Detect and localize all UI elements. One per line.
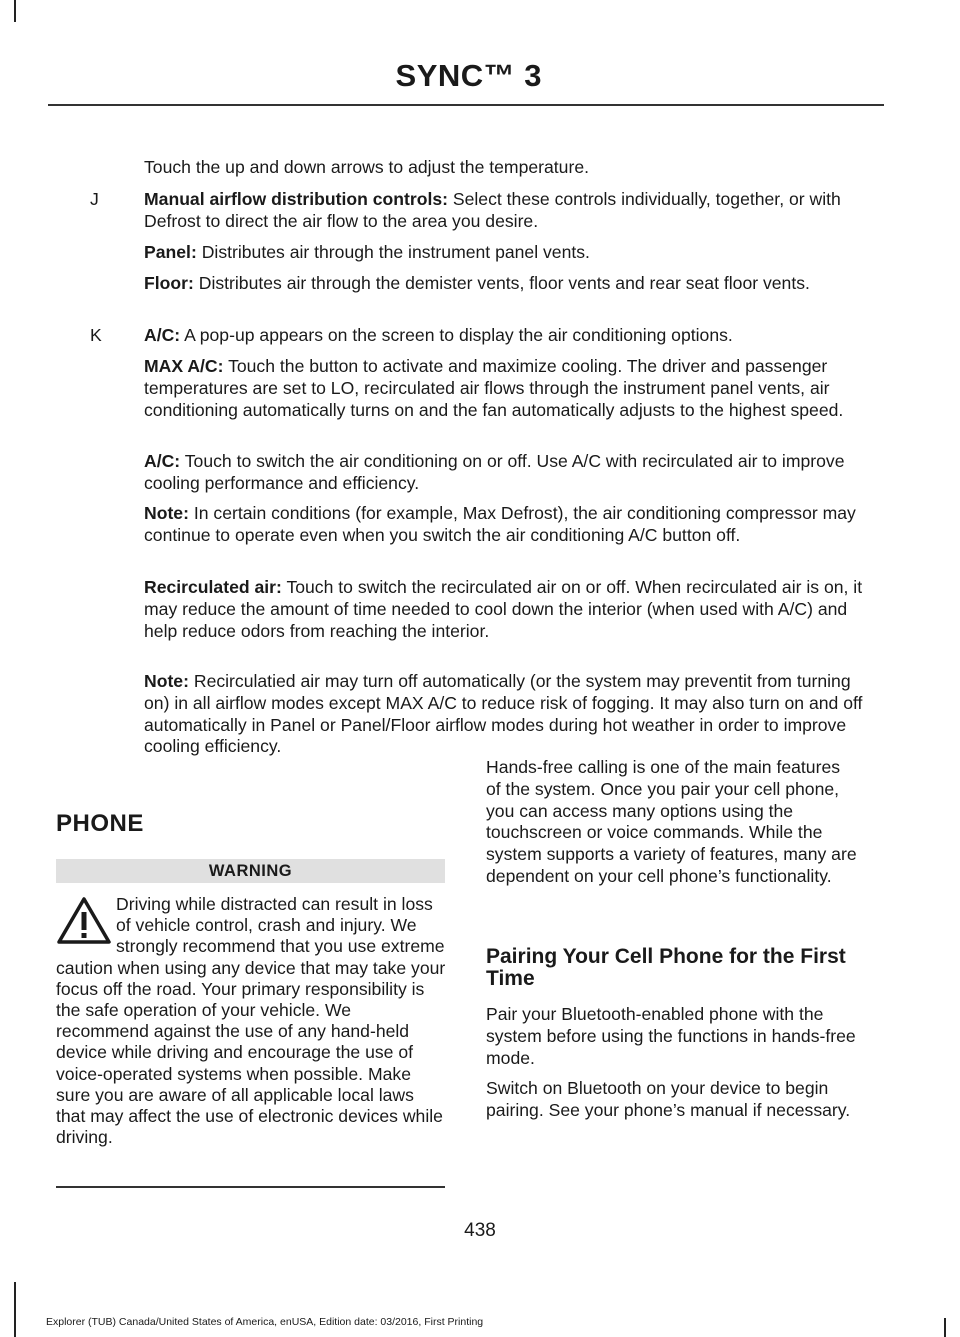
item-letter-j: J (90, 189, 99, 209)
temperature-note: Touch the up and down arrows to adjust the temperature. (144, 157, 589, 177)
item-k-note-1: Note: In certain conditions (for example, Max Defrost), the air conditioning compressor may continue to operate even when you switch the air conditioning A/C button off. (144, 503, 856, 545)
warning-title: WARNING (56, 859, 445, 883)
section-heading-phone: PHONE (56, 810, 144, 837)
item-j-floor: Floor: Distributes air through the demister vents, floor vents and rear seat floor vents. (144, 273, 810, 293)
warning-triangle-icon (56, 896, 112, 946)
pairing-paragraph-1: Pair your Bluetooth-enabled phone with the system before using the functions in hands-free mode. (486, 1004, 856, 1068)
page-title: SYNC™ 3 (395, 58, 542, 93)
item-j-panel: Panel: Distributes air through the instrument panel vents. (144, 242, 590, 262)
item-k-max-ac: MAX A/C: Touch the button to activate and maximize cooling. The driver and passenger temperatures are set to LO, recirculated air flows through the instrument panel vents, air conditioning automatically turns on and the fan automatically adjusts to the highest speed. (144, 356, 844, 420)
crop-mark-left-bottom (14, 1282, 16, 1337)
phone-intro: Hands-free calling is one of the main features of the system. Once you pair your cell phone, you can access many options using the touchscreen or voice commands. While the system supports a variety of features, many are dependent on your cell phone’s functionality. (486, 757, 857, 886)
item-k-ac: A/C: A pop-up appears on the screen to display the air conditioning options. (144, 325, 733, 345)
item-k-note-2: Note: Recirculatied air may turn off automatically (or the system may preventit from turning on) in all airflow modes except MAX A/C to reduce risk of fogging. It may also turn on and off automatically in Panel or Panel/Floor airflow modes during hot weather in order to improve cooling efficiency. (144, 671, 863, 757)
item-letter-k: K (90, 325, 102, 345)
crop-mark-right-bottom (944, 1318, 946, 1337)
warning-bottom-rule (56, 1186, 445, 1188)
item-j-main: Manual airflow distribution controls: Select these controls individually, together, or with Defrost to direct the air flow to the area you desire. (144, 189, 841, 231)
warning-text: Driving while distracted can result in loss of vehicle control, crash and injury. We strongly recommend that you use extreme caution when using any device that may take your focus off the road. Your primary responsibility is the safe operation of your vehicle. We recommend against the use of any hand-held device while driving and encourage the use of voice-operated systems when possible. Make sure you are aware of all applicable local laws that may affect the use of electronic devices while driving. (56, 894, 446, 1148)
page-number: 438 (464, 1220, 496, 1241)
warning-box (56, 894, 446, 1148)
item-k-ac-toggle: A/C: Touch to switch the air conditioning on or off. Use A/C with recirculated air to improve cooling performance and efficiency. (144, 451, 845, 493)
header-divider (48, 104, 884, 106)
edition-footer: Explorer (TUB) Canada/United States of America, enUSA, Edition date: 03/2016, First Printing (46, 1316, 484, 1328)
item-k-recirculated-air: Recirculated air: Touch to switch the recirculated air on or off. When recirculated air is on, it may reduce the amount of time needed to cool down the interior (when used with A/C) and help reduce odors from reaching the interior. (144, 577, 863, 641)
pairing-paragraph-2: Switch on Bluetooth on your device to begin pairing. See your phone’s manual if necessary. (486, 1078, 851, 1120)
crop-mark-top-left (14, 0, 16, 22)
pairing-heading: Pairing Your Cell Phone for the First Time (486, 945, 846, 990)
